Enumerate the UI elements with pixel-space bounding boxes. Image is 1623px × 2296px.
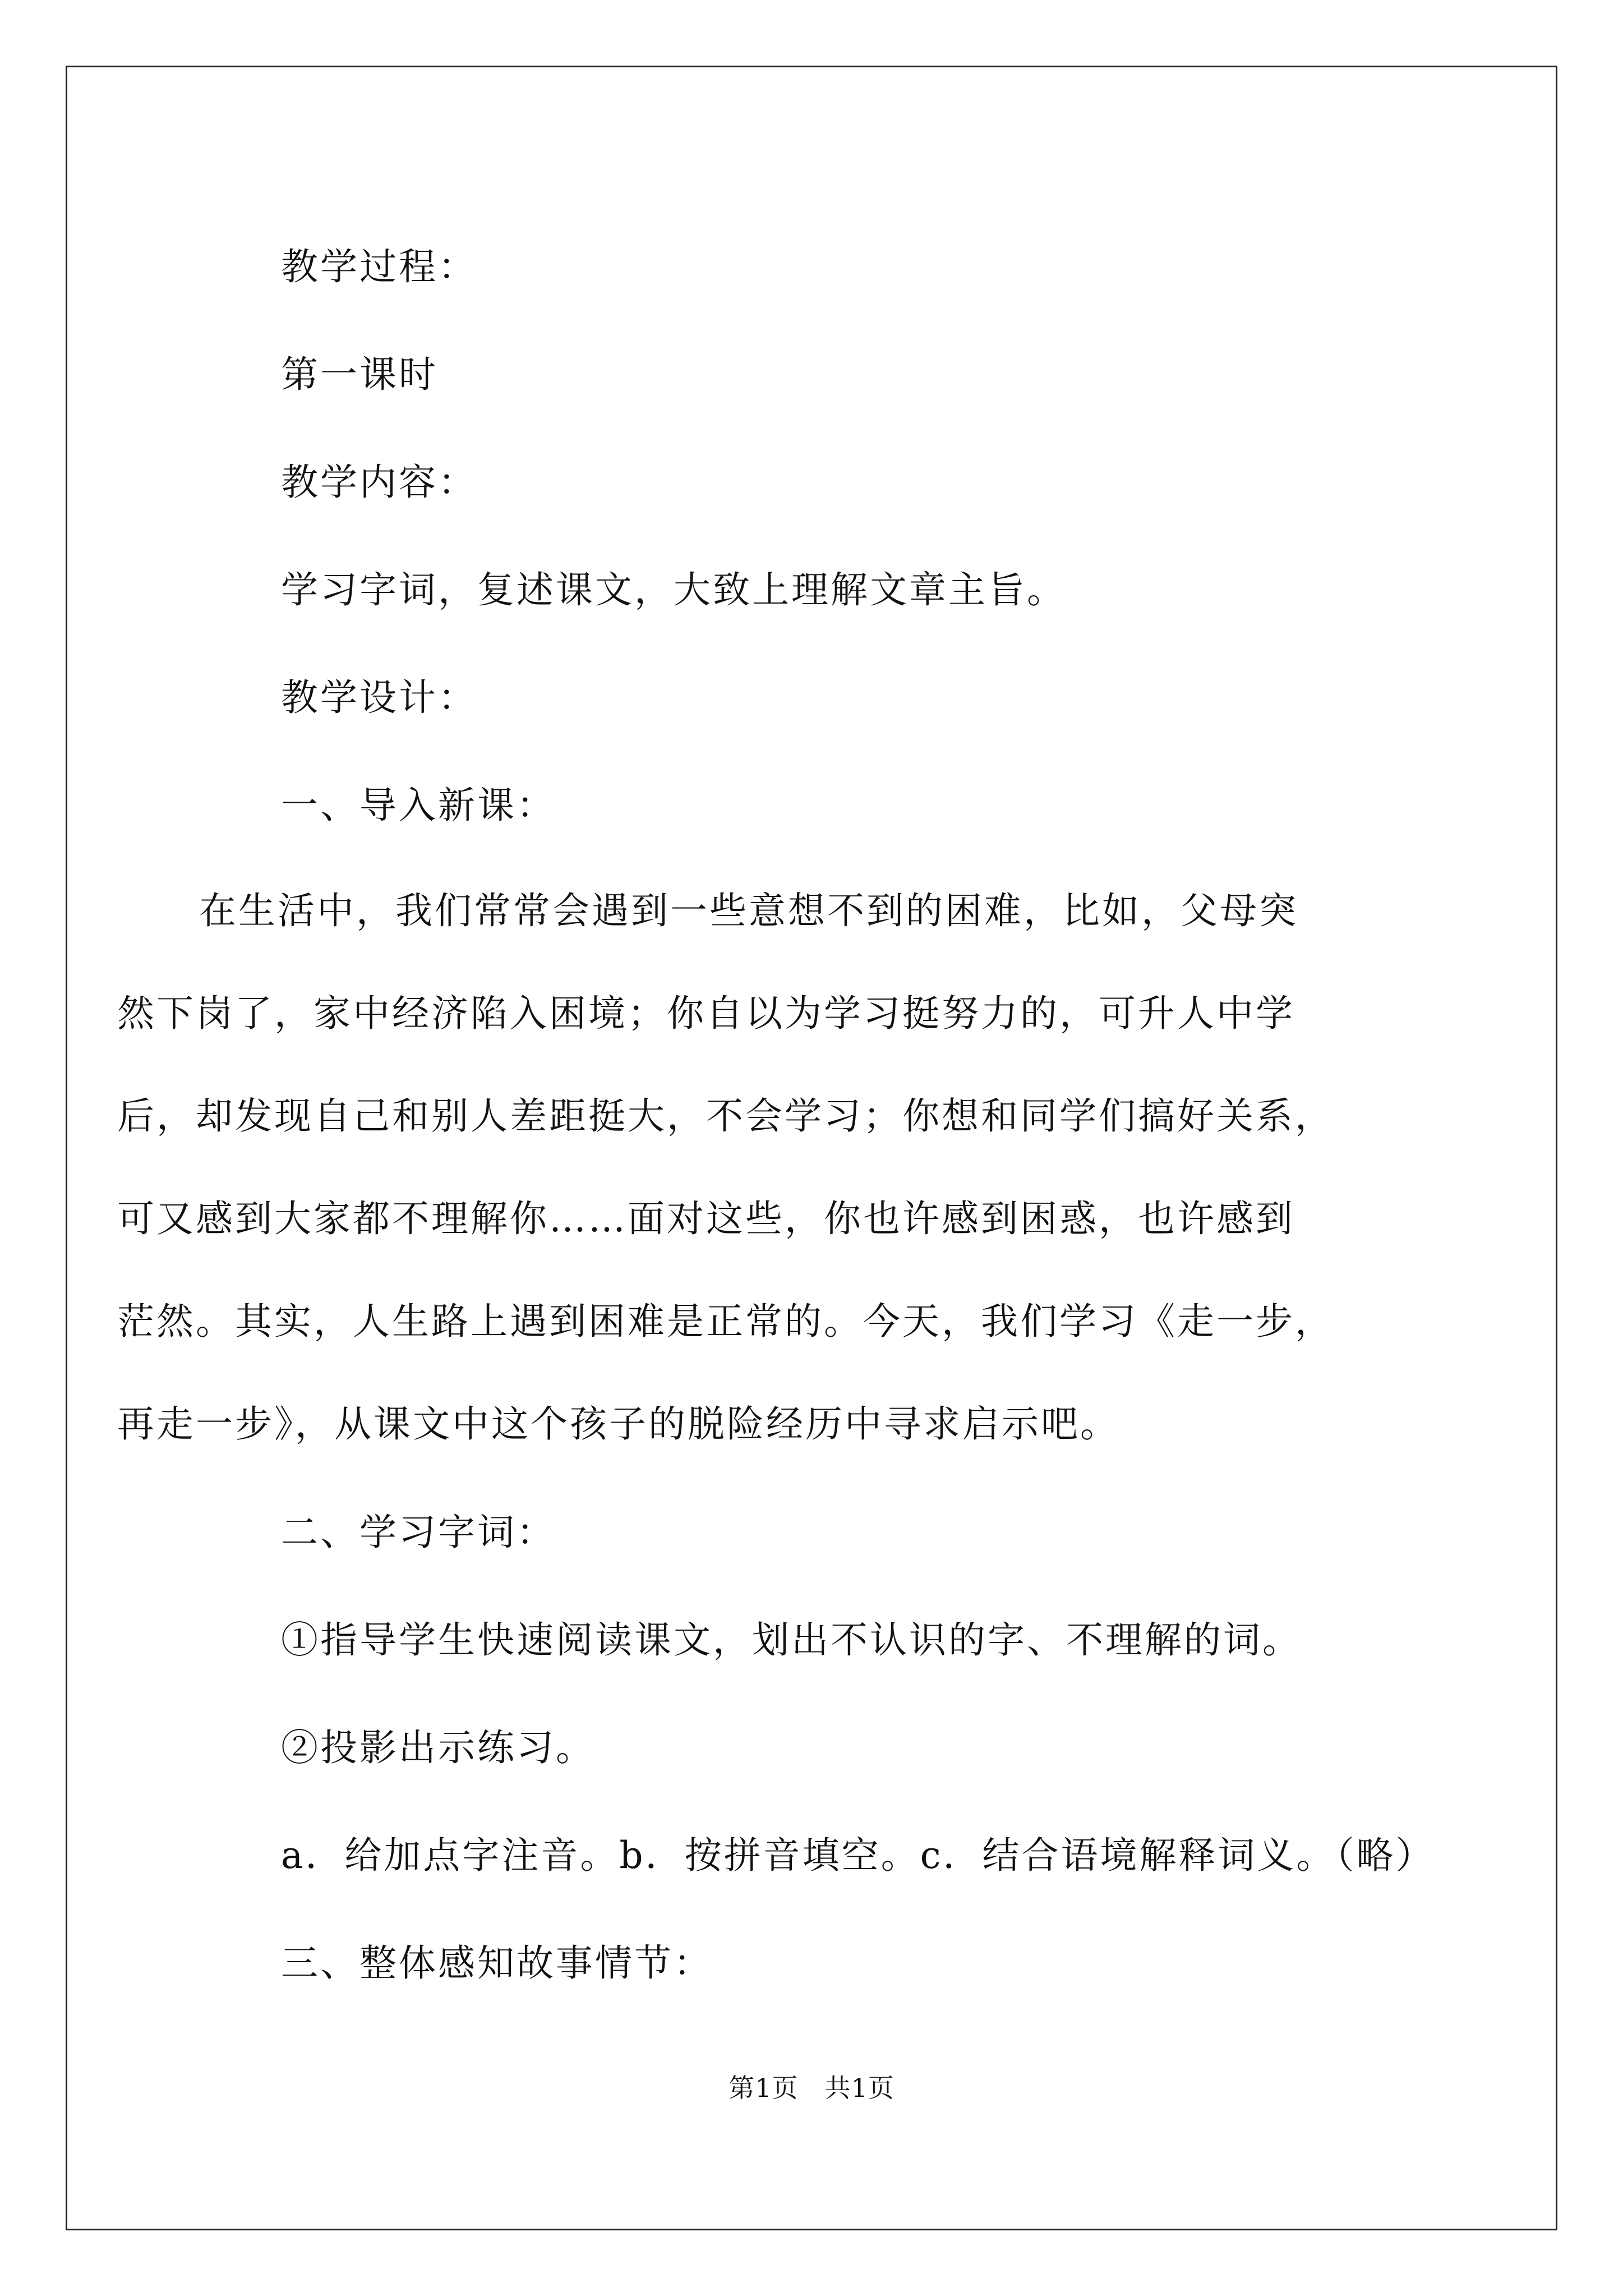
intro-line: 茫然。其实，人生路上遇到困难是正常的。今天，我们学习《走一步， xyxy=(117,1300,1334,1343)
section-one-heading: 一、导入新课： xyxy=(281,784,556,827)
intro-paragraph xyxy=(117,859,1433,1475)
section-three-heading: 三、整体感知故事情节： xyxy=(281,1941,713,1985)
intro-line: 可又感到大家都不理解你……面对这些，你也许感到困惑，也许感到 xyxy=(117,1197,1295,1240)
page-number: 第1页 共1页 xyxy=(728,2073,895,2103)
intro-line: 在生活中，我们常常会遇到一些意想不到的困难，比如，父母突 xyxy=(199,889,1298,932)
heading-teaching-process: 教学过程： xyxy=(281,245,477,288)
heading-teaching-design: 教学设计： xyxy=(281,676,477,719)
intro-line: 再走一步》，从课文中这个孩子的脱险经历中寻求启示吧。 xyxy=(117,1402,1119,1446)
document-body xyxy=(117,213,1435,2017)
section-two-heading: 二、学习字词： xyxy=(281,1511,556,1554)
teaching-content-text: 学习字词，复述课文，大致上理解文章主旨。 xyxy=(281,568,1066,611)
step-one-text: ①指导学生快速阅读课文，划出不认识的字、不理解的词。 xyxy=(281,1618,1302,1662)
heading-teaching-content: 教学内容： xyxy=(281,461,477,504)
step-two-text: ②投影出示练习。 xyxy=(281,1726,595,1769)
heading-first-lesson: 第一课时 xyxy=(281,353,438,396)
intro-line: 后，却发现自己和别人差距挺大，不会学习；你想和同学们搞好关系， xyxy=(117,1094,1334,1138)
intro-line: 然下岗了，家中经济陷入困境；你自以为学习挺努力的，可升人中学 xyxy=(117,992,1295,1035)
exercise-text: a．给加点字注音。b．按拼音填空。c．结合语境解释词义。（略） xyxy=(281,1834,1435,1877)
